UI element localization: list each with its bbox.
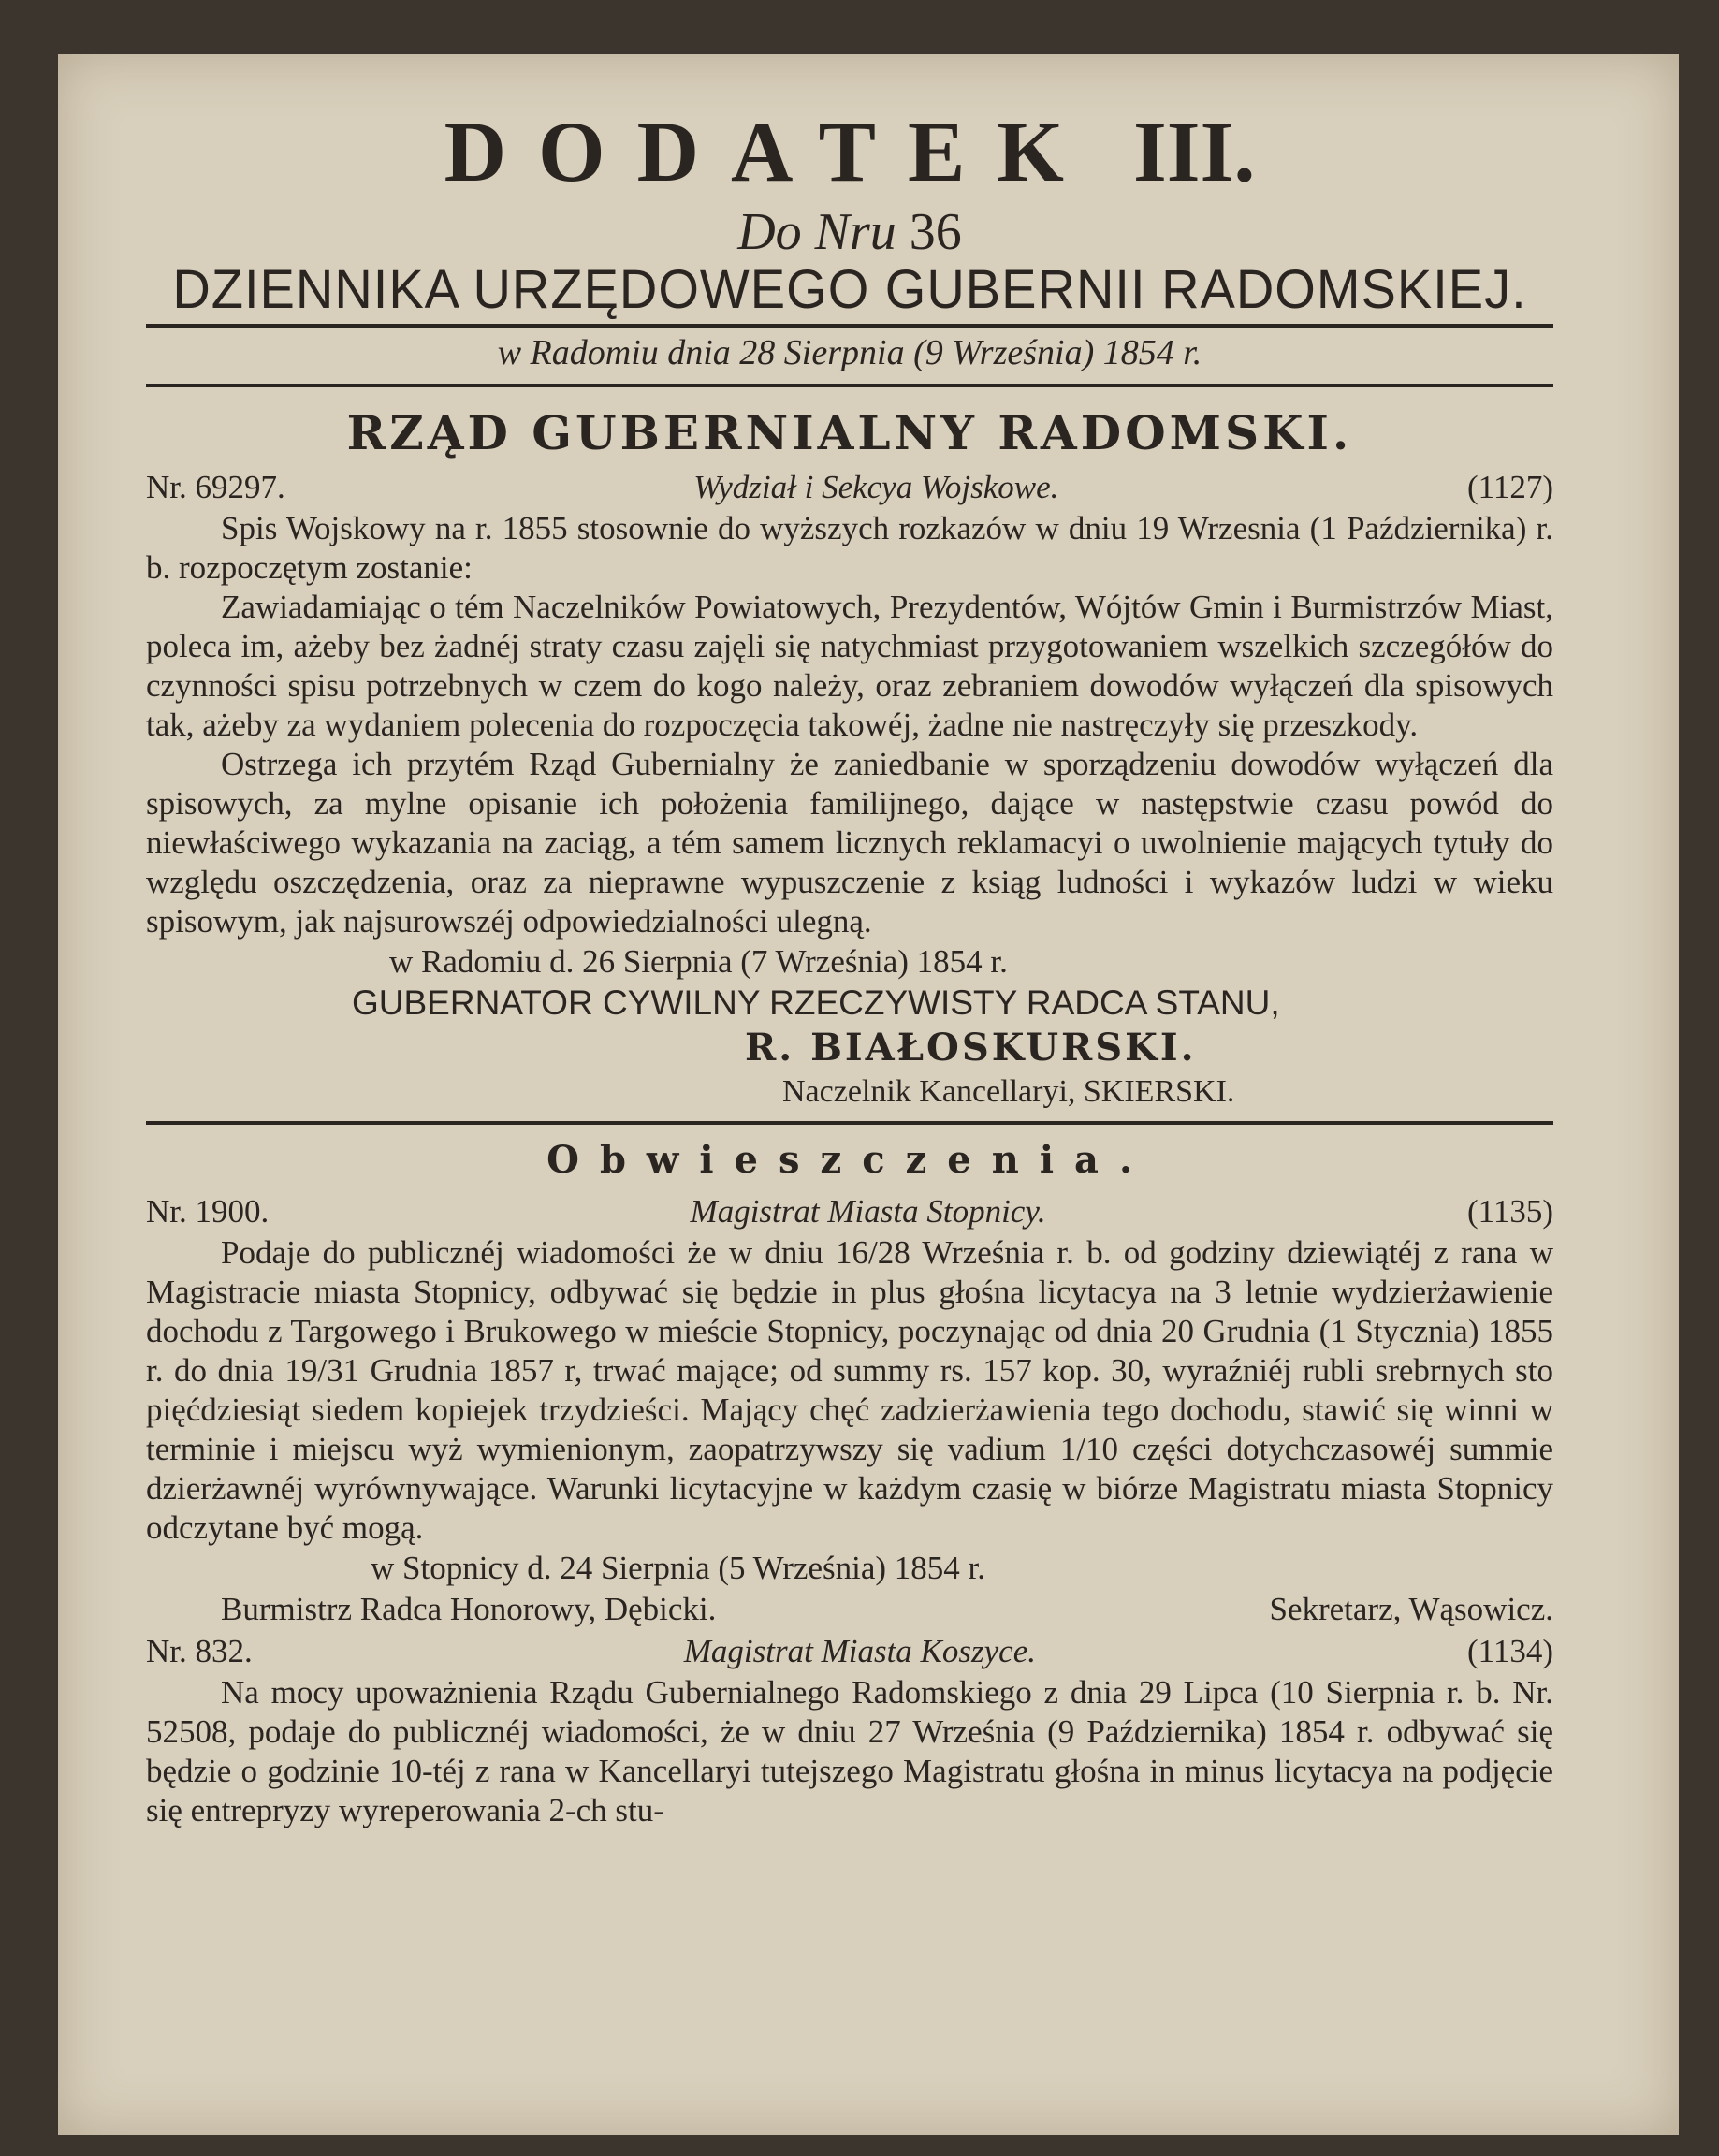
header-rule-bottom bbox=[146, 384, 1553, 387]
notice1-signers bbox=[146, 1589, 1553, 1630]
rzad-sign-date: w Radomiu d. 26 Sierpnia (7 Września) 1854 r. bbox=[389, 943, 1008, 980]
notice1-nr: Nr. 1900. bbox=[146, 1193, 270, 1230]
notice1-signer-right: Sekretarz, Wąsowicz. bbox=[1269, 1591, 1553, 1627]
document-page bbox=[58, 54, 1679, 2135]
section-rule bbox=[146, 1121, 1553, 1125]
rzad-paragraph-1: Spis Wojskowy na r. 1855 stosownie do wyższych rozkazów w dniu 19 Wrzesnia (1 Października) r. b. rozpoczętym zostanie: bbox=[146, 510, 1553, 586]
notice1-signer-left: Burmistrz Radca Honorowy, Dębicki. bbox=[221, 1591, 717, 1627]
chancellery-chief: Naczelnik Kancellaryi, SKIERSKI. bbox=[782, 1074, 1235, 1109]
rzad-paragraph-3: Ostrzega ich przytém Rząd Gubernialny że zaniedbanie w sporządzeniu dowodów wyłączeń dla spisowych, za mylne opisanie ich położenia familijnego, dające w następstwie czasu powód do niewłaściwego wykazania na zaciąg, a tém samem licznych reklamacyi o uwolnienie mających tytuły do względu oszczędzenia, oraz za nieprawne wypuszczenie z ksiąg ludności i wykazów ludzi w wieku spisowym, jak najsurowszéj odpowiedzialności ulegną. bbox=[146, 746, 1553, 940]
notice2-ref: (1134) bbox=[1466, 1633, 1553, 1669]
issue-value: 36 bbox=[909, 203, 962, 261]
section-heading-rzad: RZĄD GUBERNIALNY RADOMSKI. bbox=[346, 405, 1353, 460]
notice2-office: Magistrat Miasta Koszyce. bbox=[683, 1633, 1036, 1669]
notice2-nr: Nr. 832. bbox=[146, 1633, 253, 1669]
governor-title: GUBERNATOR CYWILNY RZECZYWISTY RADCA STANU, bbox=[352, 983, 1280, 1022]
rzad-paragraph-2: Zawiadamiając o tém Naczelników Powiatowych, Prezydentów, Wójtów Gmin i Burmistrzów Miast, poleca im, ażeby bez żadnéj straty czasu zajęli się natychmiast przygotowaniem wszelkich szczegółów do czynności spisu potrzebnych w czem do kogo należy, oraz zebraniem dowodów wyłączeń dla spisowych tak, ażeby za wydaniem polecenia do rozpoczęcia takowéj, żadne nie nastręczyły się przeszkody. bbox=[146, 589, 1553, 743]
issue-label: Do Nru bbox=[737, 203, 896, 261]
section-heading-obwieszczenia: Obwieszczenia. bbox=[546, 1138, 1153, 1182]
governor-name: R. BIAŁOSKURSKI. bbox=[745, 1026, 1197, 1070]
page-content bbox=[146, 54, 1553, 1830]
issue-dateline: w Radomiu dnia 28 Sierpnia (9 Września) 1854 r. bbox=[497, 333, 1202, 372]
title-word: DODATEK bbox=[444, 104, 1096, 199]
notice1-text: Podaje do publicznéj wiadomości że w dniu 16/28 Września r. b. od godziny dziewiątéj z rana w Magistracie miasta Stopnicy, odbywać się będzie in plus głośna licytacya na 3 letnie wydzierżawienie dochodu z Targowego i Brukowego w mieście Stopnicy, poczynając od dnia 20 Grudnia (1 Stycznia) 1855 r. do dnia 19/31 Grudnia 1857 r, trwać mające; od summy rs. 157 kop. 30, wyraźniéj rubli srebrnych sto pięćdziesiąt siedem kopiejek trzydzieści. Mający chęć zadzierżawienia tego dochodu, stawić się winni w terminie i miejscu wyż wymienionym, zaopatrzywszy się vadium 1/10 części dotychczasowéj summie dzierżawnéj wyrównywające. Warunki licytacyjne w każdym czasię w biórze Magistratu miasta Stopnicy odczytane być mogą. bbox=[146, 1234, 1553, 1546]
rzad-nr: Nr. 69297. bbox=[146, 469, 285, 505]
supplement-title bbox=[146, 103, 1553, 200]
notice1-header bbox=[146, 1190, 1553, 1233]
journal-title: DZIENNIKA URZĘDOWEGO GUBERNII RADOMSKIEJ. bbox=[172, 257, 1527, 320]
notice1-date: w Stopnicy d. 24 Sierpnia (5 Września) 1854 r. bbox=[371, 1550, 986, 1586]
notice2-text: Na mocy upoważnienia Rządu Gubernialnego Radomskiego z dnia 29 Lipca (10 Sierpnia r. b. Nr. 52508, podaje do publicznéj wiadomości, że w dniu 27 Września (9 Października) 1854 r. odbywać się będzie o godzinie 10-téj z rana w Kancellaryi tutejszego Magistratu głośna in minus licytacya na podjęcie się entrepryzy wyreperowania 2-ch stu- bbox=[146, 1674, 1553, 1828]
notice1-ref: (1135) bbox=[1466, 1193, 1553, 1230]
rzad-ref: (1127) bbox=[1466, 469, 1553, 505]
notice2-header bbox=[146, 1630, 1553, 1673]
title-number: III. bbox=[1132, 104, 1256, 199]
notice1-office: Magistrat Miasta Stopnicy. bbox=[690, 1193, 1046, 1230]
issue-number bbox=[146, 204, 1553, 260]
rzad-entry-header bbox=[146, 466, 1553, 509]
rzad-department: Wydział i Sekcya Wojskowe. bbox=[693, 469, 1059, 505]
